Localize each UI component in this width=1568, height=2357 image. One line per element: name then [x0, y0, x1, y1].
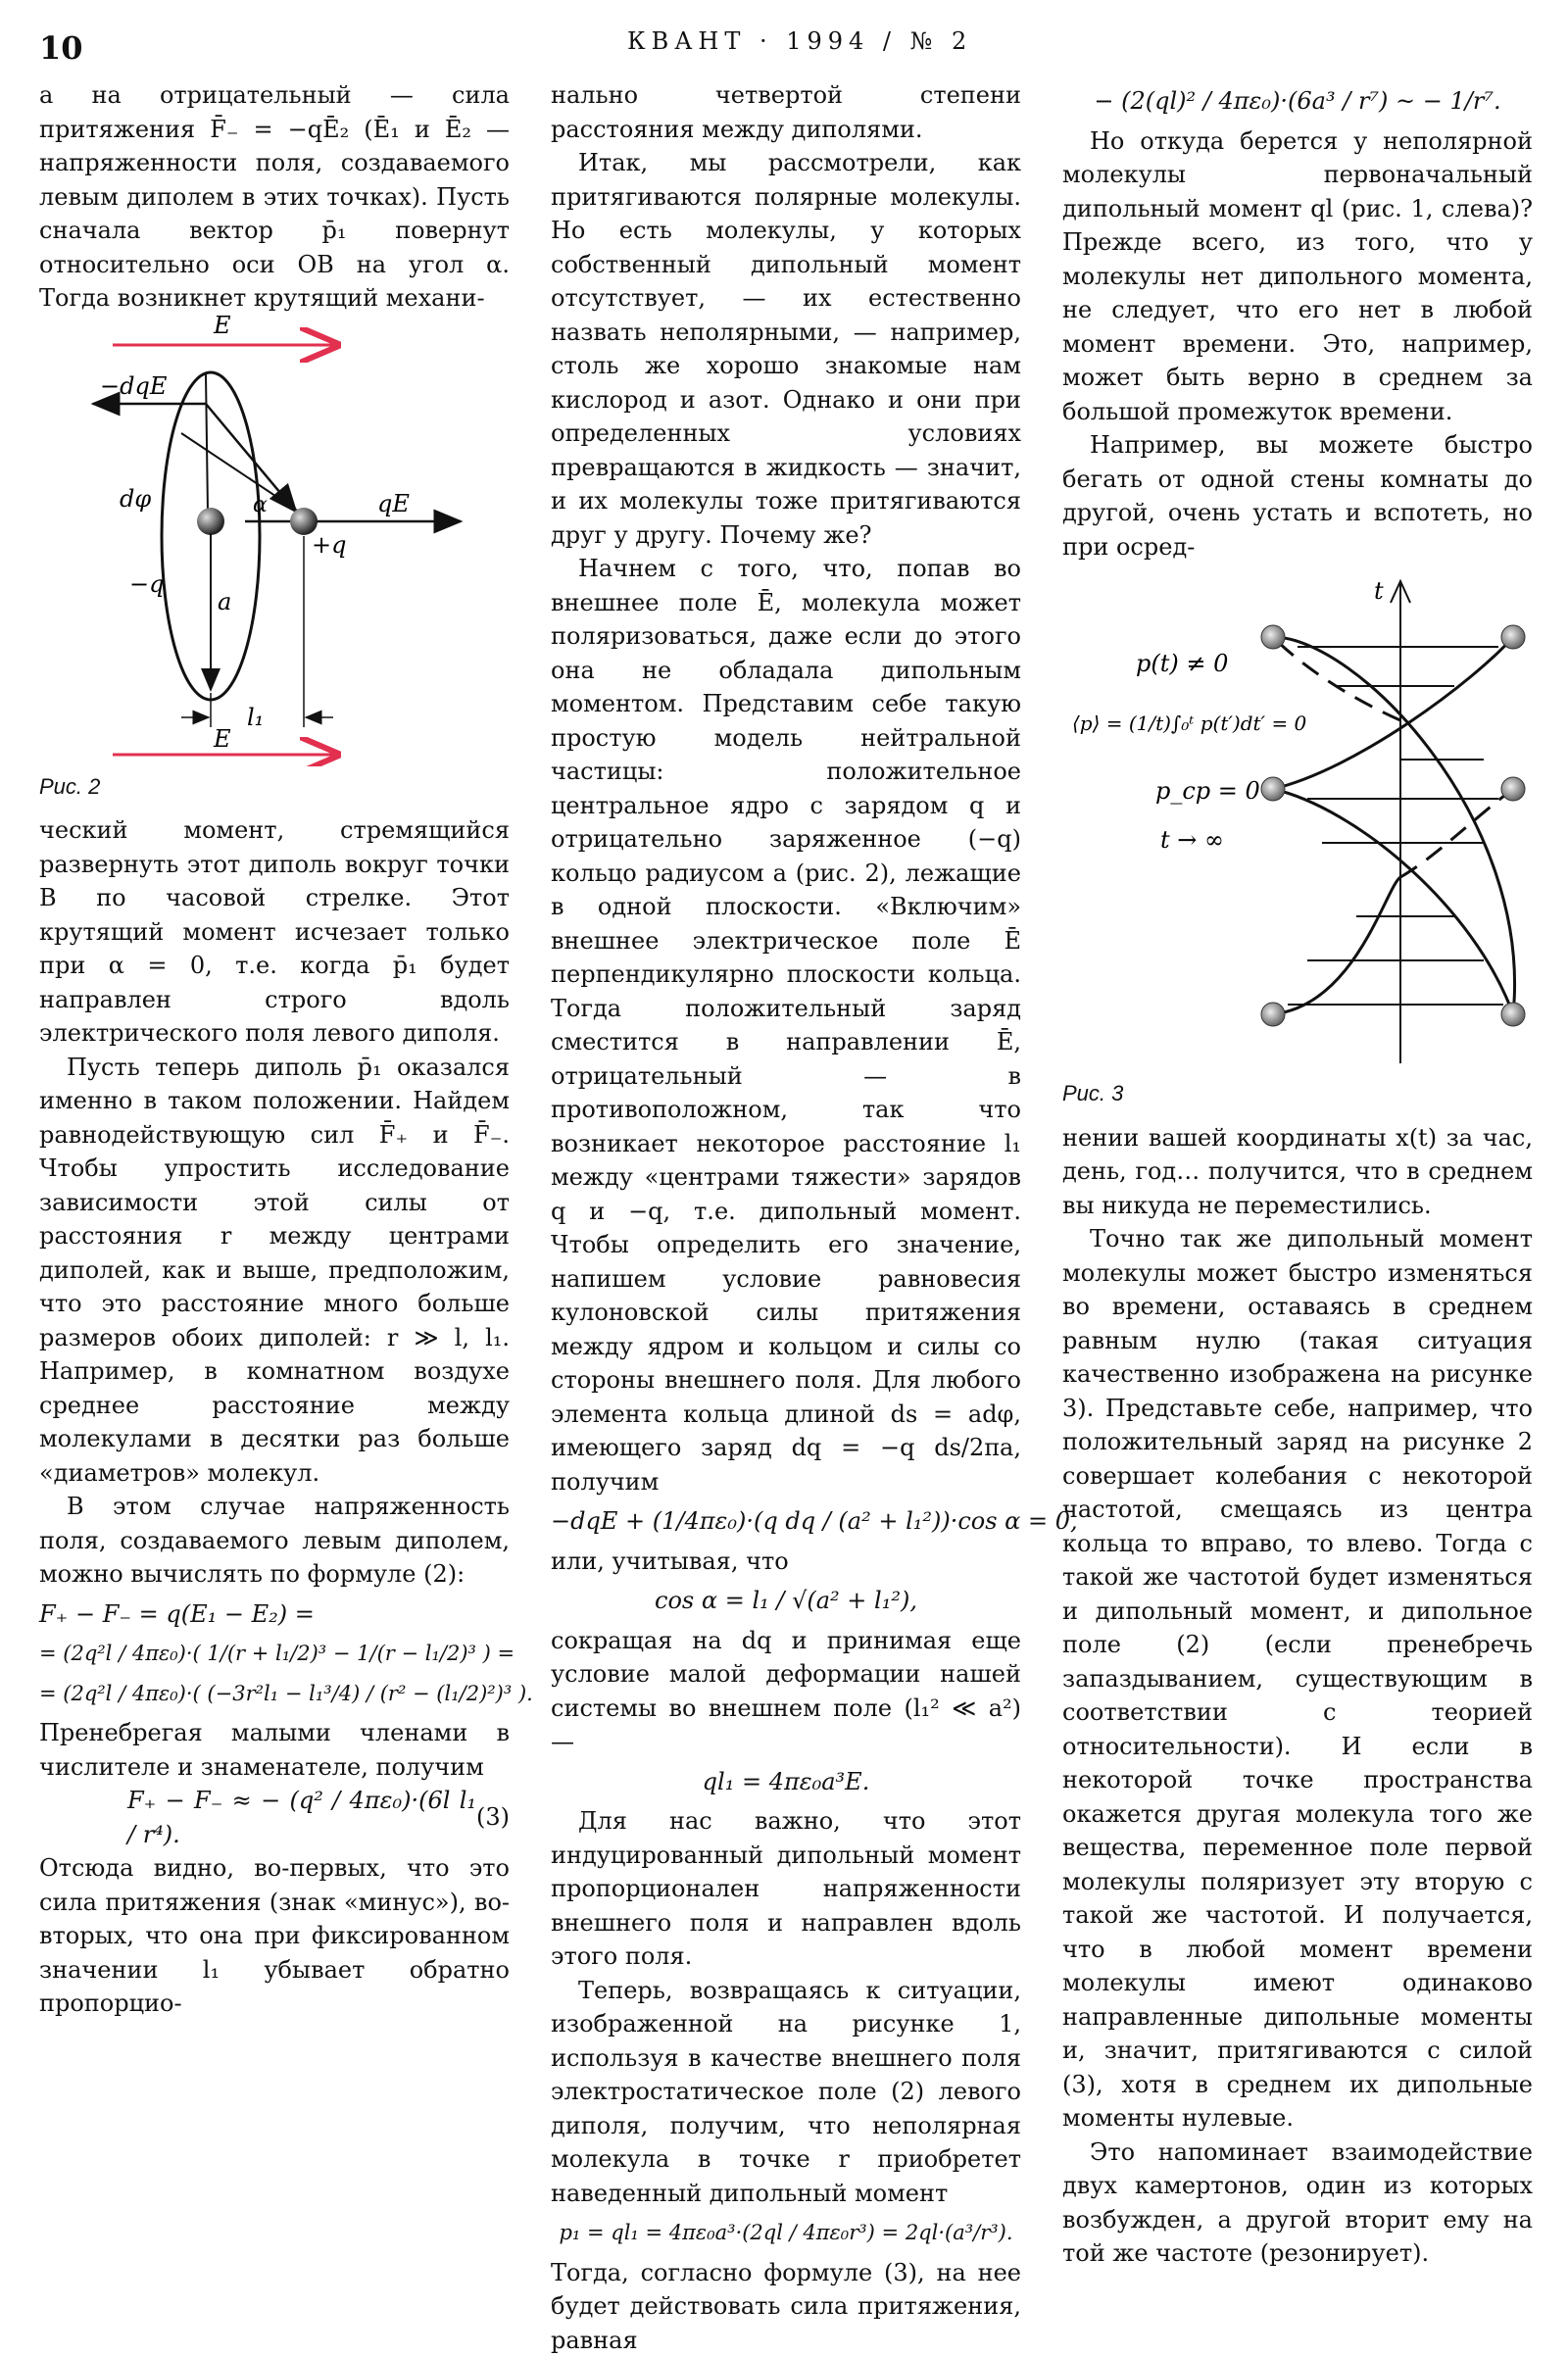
column-2	[551, 78, 1021, 2357]
formula: F₊ − F₋ = q(E₁ − E₂) =	[39, 1597, 510, 1632]
formula: cos α = l₁ / √(a² + l₁²),	[551, 1584, 1021, 1618]
paragraph: Пренебрегая малыми членами в числителе и знаменателе, получим	[39, 1716, 510, 1784]
paragraph: Но откуда берется у неполярной молекулы первоначальный дипольный момент ql (рис. 1, слева)? Прежде всего, из того, что у молекулы нет дипольного момента, не следует, что его нет в любой момент времени. Это, например, может быть верно в среднем за большой промежуток времени.	[1062, 124, 1533, 429]
paragraph: Например, вы можете быстро бегать от одной стены комнаты до другой, очень устать и вспотеть, но при осред-	[1062, 428, 1533, 564]
label-a: a	[218, 588, 231, 615]
label-p-nonzero: p(t) ≠ 0	[1136, 650, 1228, 677]
formula: −dqE + (1/4πε₀)·(q dq / (a² + l₁²))·cos α = 0,	[551, 1504, 1021, 1539]
formula: p₁ = ql₁ = 4πε₀a³·(2ql / 4πε₀r³) = 2ql·(a³/r³).	[551, 2216, 1021, 2250]
formula: = (2q²l / 4πε₀)·( (−3r²l₁ − l₁³/4) / (r² − (l₁/2)²)³ ).	[39, 1677, 510, 1711]
paragraph: Точно так же дипольный момент молекулы может быстро изменяться во времени, оставаясь в среднем равным нулю (такая ситуация качественно изображена на рисунке 3). Представьте себе, например, что положительный заряд на рисунке 2 совершает колебания с некоторой частотой, смещаясь из центра кольца то вправо, то влево. Тогда с такой же частотой будет изменяться и дипольный момент, и дипольное поле (2) (если пренебречь запаздыванием, существующим в соответствии с теорией относительности). И если в некоторой точке пространства окажется другая молекула того же вещества, переменное поле первой молекулы поляризует эту вторую с такой же частотой. И получается, что в любой момент времени молекулы имеют одинаково направленные дипольные моменты и, значит, притягиваются с силой (3), хотя в среднем их дипольные моменты нулевые.	[1062, 1222, 1533, 2136]
label-p-cp: p_ср = 0	[1155, 777, 1260, 805]
paragraph: Отсюда видно, во-первых, что это сила притяжения (знак «минус»), во-вторых, что она при фиксированном значении l₁ убывает обратно пропорцио-	[39, 1851, 510, 2021]
paragraph: Теперь, возвращаясь к ситуации, изображенной на рисунке 1, используя в качестве внешнего поля электростатическое поле (2) левого диполя, получим, что неполярная молекула в точке r приобретет наведенный дипольный момент	[551, 1974, 1021, 2211]
charge-ball	[1501, 625, 1525, 649]
label-p-avg: ⟨p⟩ = (1/t)∫₀ᵗ p(t′)dt′ = 0	[1072, 712, 1307, 735]
charge-ball	[1501, 1003, 1525, 1026]
paragraph: Начнем с того, что, попав во внешнее поле Ē, молекула может поляризоваться, даже если до этого она не обладала дипольным моментом. Представим себе такую простую модель нейтральной частицы: положительное центральное ядро с зарядом q и отрицательно заряженное (−q) кольцо радиусом a (рис. 2), лежащие в одной плоскости. «Включим» внешнее электрическое поле Ē перпендикулярно плоскости кольца. Тогда положительный заряд сместится в направлении Ē, отрицательный — в противоположном, так что возникает некоторое расстояние l₁ между «центрами тяжести» зарядов q и −q, т.е. дипольный момент. Чтобы определить его значение, напишем условие равновесия кулоновской силы притяжения между ядром и кольцом и силы со стороны внешнего поля. Для любого элемента кольца длиной ds = adφ, имеющего заряд dq = −q ds/2πa, получим	[551, 552, 1021, 1498]
paragraph: Пусть теперь диполь p̄₁ оказался именно в таком положении. Найдем равнодействующую сил F̄₊ и F̄₋. Чтобы упростить исследование зависимости этой силы от расстояния r между центрами диполей, как и выше, предположим, что это расстояние много больше размеров обоих диполей: r ≫ l, l₁. Например, в комнатном воздухе среднее расстояние между молекулами в десятки раз больше «диаметров» молекул.	[39, 1051, 510, 1491]
paragraph: В этом случае напряженность поля, создаваемого левым диполем, можно вычислять по формуле (2):	[39, 1490, 510, 1592]
paragraph: Это напоминает взаимодействие двух камертонов, один из которых возбужден, а другой вторит ему на той же частоте (резонирует).	[1062, 2136, 1533, 2271]
paragraph: или, учитывая, что	[551, 1545, 1021, 1579]
paragraph: Итак, мы рассмотрели, как притягиваются полярные молекулы. Но есть молекулы, у которых собственный дипольный момент отсутствует, — их естественно назвать неполярными, — например, столь же хорошо знакомые нам кислород и азот. Однако и они при определенных условиях превращаются в жидкость — значит, и их молекулы тоже притягиваются друг у другу. Почему же?	[551, 146, 1021, 552]
formula: F₊ − F₋ ≈ − (q² / 4πε₀)·(6l l₁ / r⁴).	[39, 1784, 476, 1851]
journal-header: КВАНТ · 1994 / № 2	[627, 27, 972, 55]
column-1	[39, 78, 510, 2021]
label-l1: l₁	[247, 704, 264, 731]
column-3	[1062, 78, 1533, 2271]
paragraph: нально четвертой степени расстояния между диполями.	[551, 78, 1021, 146]
figure-2-caption: Рис. 2	[39, 770, 510, 805]
label-E-top: E	[213, 316, 231, 339]
paragraph: нении вашей координаты x(t) за час, день, год… получится, что в среднем вы никуда не переместились.	[1062, 1121, 1533, 1223]
charge-ball	[1261, 625, 1285, 649]
page-number: 10	[39, 29, 83, 67]
formula: ql₁ = 4πε₀a³E.	[551, 1765, 1021, 1799]
paragraph: Тогда, согласно формуле (3), на нее будет действовать сила притяжения, равная	[551, 2256, 1021, 2357]
figure-2	[39, 316, 510, 766]
charge-minus-center	[197, 508, 224, 535]
paragraph: а на отрицательный — сила притяжения F̄₋ = −qĒ₂ (Ē₁ и Ē₂ — напряженности поля, создаваемого левым диполем в этих точках). Пусть сначала вектор p̄₁ повернут относительно оси OB на угол α. Тогда возникнет крутящий механи-	[39, 78, 510, 316]
formula-number: (3)	[476, 1800, 510, 1835]
formula: − (2(ql)² / 4πε₀)·(6a³ / r⁷) ~ − 1/r⁷.	[1062, 84, 1533, 119]
label-plus-q: +q	[312, 531, 346, 559]
label-t: t	[1374, 577, 1384, 605]
formula-row	[39, 1784, 510, 1851]
charge-ball	[1261, 1003, 1285, 1026]
label-minus-q: −q	[129, 570, 164, 598]
label-t-inf: t → ∞	[1160, 826, 1224, 854]
charge-ball	[1501, 777, 1525, 801]
label-dphi: dφ	[120, 485, 151, 513]
label-qE: qE	[377, 490, 410, 517]
paragraph: Для нас важно, что этот индуцированный дипольный момент пропорционален напряженности внешнего поля и направлен вдоль этого поля.	[551, 1804, 1021, 1974]
dipole-arrows	[1288, 647, 1503, 1005]
formula: = (2q²l / 4πε₀)·( 1/(r + l₁/2)³ − 1/(r − l₁/2)³ ) =	[39, 1637, 510, 1671]
charge-ball	[1261, 777, 1285, 801]
label-alpha: α	[253, 493, 268, 517]
figure-3	[1062, 564, 1533, 1073]
figure-3-caption: Рис. 3	[1062, 1077, 1533, 1111]
label-dqE: −dqE	[100, 372, 168, 400]
dipole-curve-solid	[1273, 637, 1515, 1014]
label-E-bottom: E	[213, 725, 231, 753]
radius-line	[206, 374, 208, 512]
paragraph: ческий момент, стремящийся развернуть этот диполь вокруг точки B по часовой стрелке. Этот крутящий момент исчезает только при α = 0, т.е. когда p̄₁ будет направлен строго вдоль электрического поля левого диполя.	[39, 813, 510, 1051]
paragraph: сокращая на dq и принимая еще условие малой деформации нашей системы во внешнем поле (l₁² ≪ a²) —	[551, 1624, 1021, 1759]
